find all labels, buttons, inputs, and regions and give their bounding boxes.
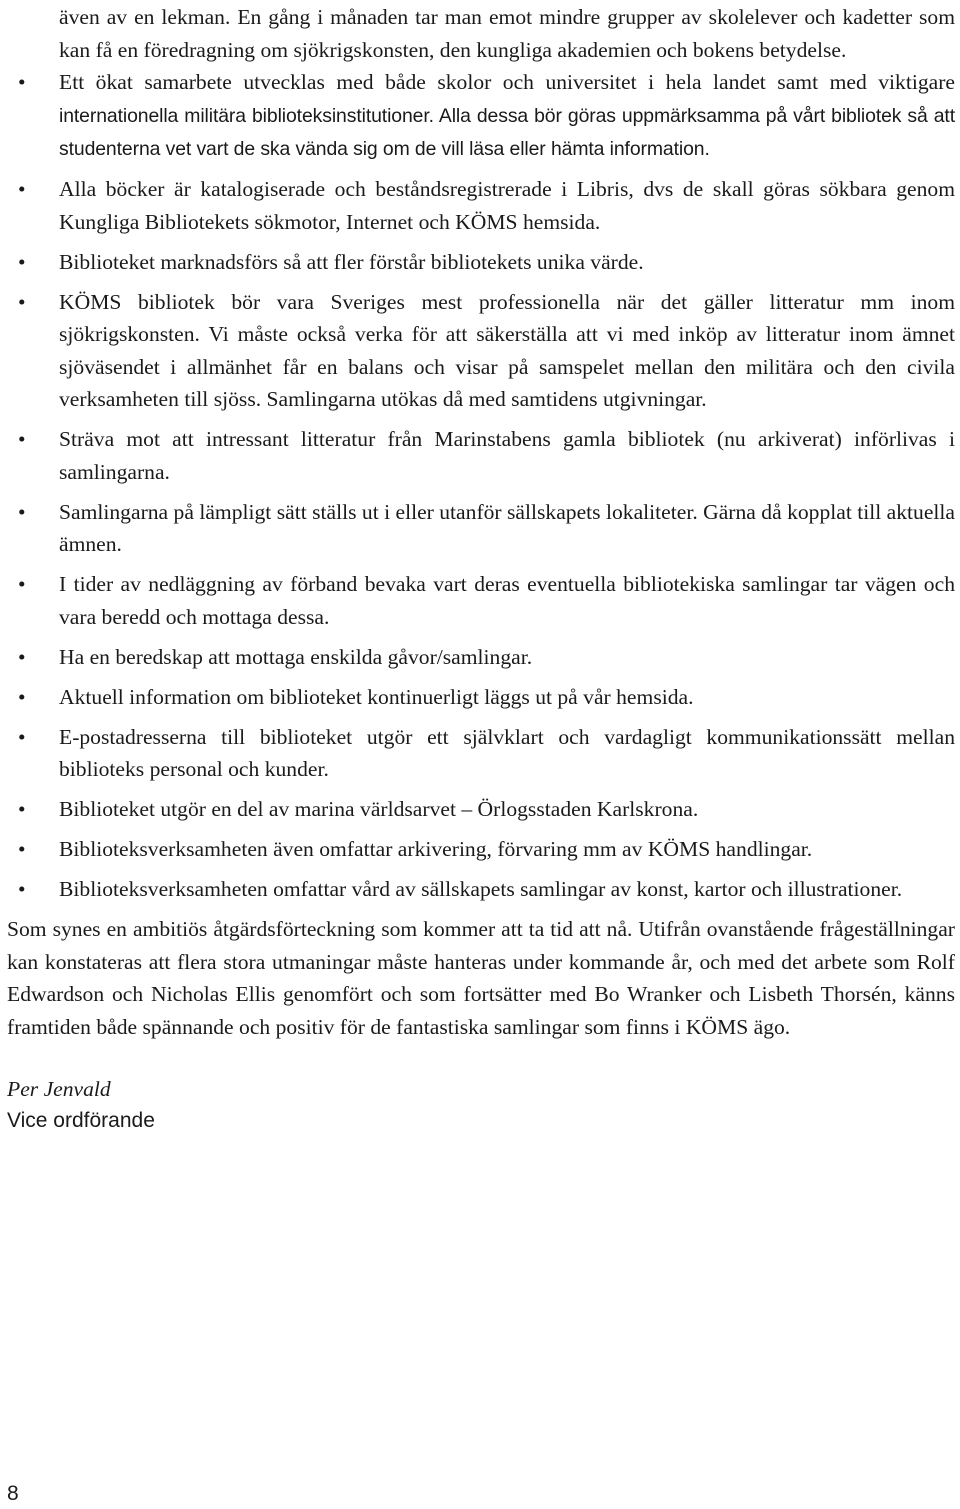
list-item-text: Biblioteksverksamheten omfattar vård av sällskapets samlingar av konst, kartor och illustrationer. [59,877,903,901]
list-item [7,173,955,238]
list-item [7,423,955,488]
list-item-text: Biblioteksverksamheten även omfattar arkivering, förvaring mm av KÖMS handlingar. [59,837,813,861]
list-item [7,246,955,279]
intro-paragraph: även av en lekman. En gång i månaden tar man emot mindre grupper av skolelever och kadetter som kan få en föredragning om sjökrigskonsten, den kungliga akademien och bokens betydelse. [59,5,955,62]
list-item-text: I tider av nedläggning av förband bevaka vart deras eventuella bibliotekiska samlingar tar vägen och vara beredd och mottaga dessa. [59,572,955,629]
list-item [7,286,955,416]
bullet-icon: • [18,177,26,201]
signature-title: Vice ordförande [7,1109,155,1132]
page-number: 8 [7,1482,19,1505]
list-item-text: Alla böcker är katalogiserade och beståndsregistrerade i Libris, dvs de skall göras sökbara genom Kungliga Bibliotekets sökmotor, Internet och KÖMS hemsida. [59,177,955,234]
list-item-text-sans: internationella militära biblioteksinstitutioner. Alla dessa bör göras uppmärksamma på vårt bibliotek så att studenterna vet vart de ska vända sig om de vill läsa eller hämta information. [59,104,955,160]
bullet-icon: • [18,837,26,861]
closing-paragraph: Som synes en ambitiös åtgärdsförteckning som kommer att ta tid att nå. Utifrån ovanstående frågeställningar kan konstateras att flera stora utmaningar måste hanteras under kommande år, och med det arbete som Rolf Edwardson och Nicholas Ellis genomfört och som fortsätter med Bo Wranker och Lisbeth Thorsén, känns framtiden både spännande och positiv för de fantastiska samlingar som finns i KÖMS ägo. [7,917,955,1039]
list-item [7,721,955,786]
bullet-icon: • [18,724,26,749]
list-item-text: E-postadresserna till biblioteket utgör ett självklart och vardagligt kommunikationssätt mellan biblioteks personal och kunder. [59,724,955,781]
list-item-text: Biblioteket marknadsförs så att fler förstår bibliotekets unika värde. [59,249,644,274]
list-item [7,873,955,906]
list-item [7,568,955,633]
document-page [7,0,955,1137]
list-item-text: Sträva mot att intressant litteratur från Marinstabens gamla bibliotek (nu arkiverat) införlivas i samlingarna. [59,427,955,484]
list-item [7,681,955,714]
bullet-icon: • [18,70,26,94]
list-item [7,833,955,866]
bullet-icon: • [18,797,26,821]
list-item-text: Aktuell information om biblioteket kontinuerligt läggs ut på vår hemsida. [59,684,694,709]
list-item [7,66,955,166]
list-item-text: KÖMS bibliotek bör vara Sveriges mest professionella när det gäller litteratur mm inom sjökrigskonsten. Vi måste också verka för att säkerställa att vi med inköp av litteratur inom ämnet sjöväsendet i allmänhet får en balans och visar på samspelet mellan den militära och den civila verksamheten till sjöss. Samlingarna utökas då med samtidens utgivningar. [59,289,955,411]
list-item-text: Samlingarna på lämpligt sätt ställs ut i eller utanför sällskapets lokaliteter. Gärna då kopplat till aktuella ämnen. [59,499,955,556]
bullet-icon: • [18,427,26,451]
signature-block [7,1073,955,1137]
bullet-icon: • [18,499,26,524]
signature-name: Per Jenvald [7,1077,111,1101]
list-item [7,793,955,826]
list-item [7,641,955,674]
list-item [7,496,955,561]
list-item-text: Biblioteket utgör en del av marina världsarvet – Örlogsstaden Karlskrona. [59,797,699,821]
list-item-text: Ha en beredskap att mottaga enskilda gåvor/samlingar. [59,644,533,669]
bullet-icon: • [18,572,26,596]
bullet-icon: • [18,289,26,314]
bullet-icon: • [18,644,26,669]
action-list [7,66,955,906]
bullet-icon: • [18,684,26,709]
bullet-icon: • [18,249,26,274]
list-item-text: Ett ökat samarbete utvecklas med både skolor och universitet i hela landet samt med viktigare [59,70,955,94]
bullet-icon: • [18,877,26,901]
